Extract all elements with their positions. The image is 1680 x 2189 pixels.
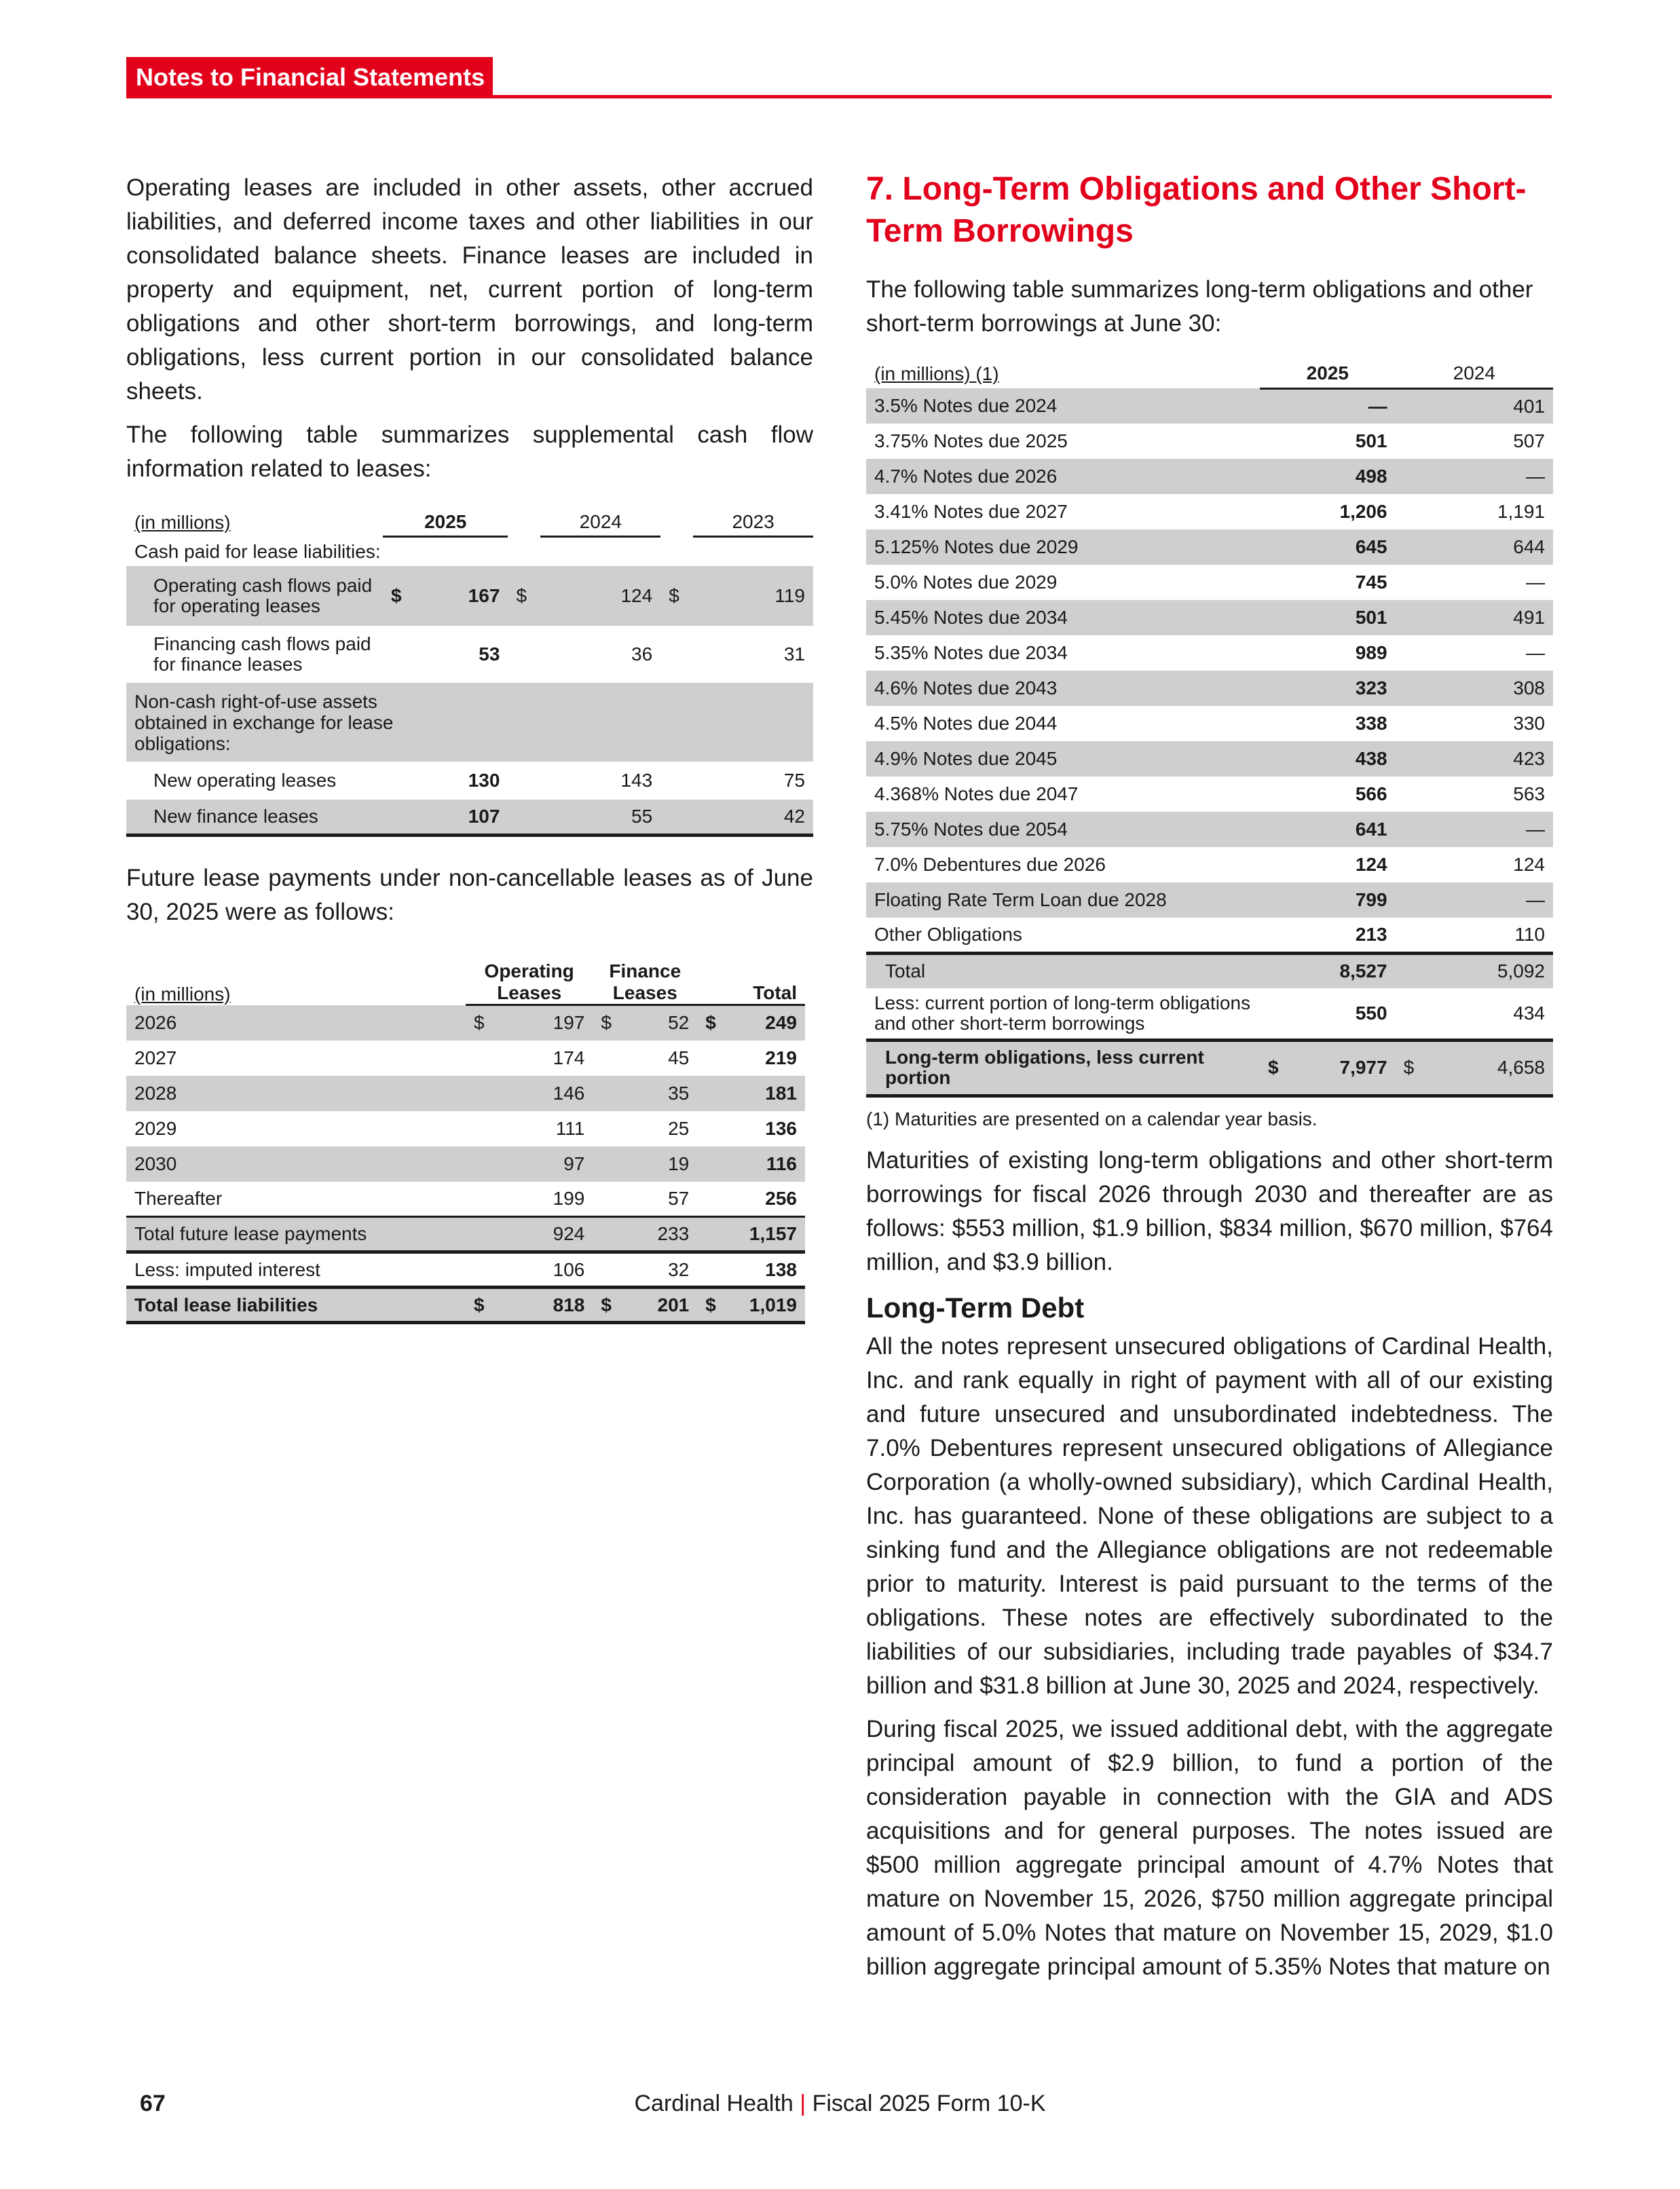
long-term-debt-paragraph: All the notes represent unsecured obligations of Cardinal Health, Inc. and rank equally in right of payment with all of our existing and future unsecured and unsubordinated indebtedness. The 7.0% Debentures represent unsecured obligations of Allegiance Corporation (a wholly-owned subsidiary), which Cardinal Health, Inc. has guaranteed. None of these obligations are subject to a sinking fund and the Allegiance obligations are not redeemable prior to maturity. Interest is paid pursuant to the terms of the obligations. These notes are effectively subordinated to the liabilities of our subsidiaries, including trade payables of $34.7 billion and $31.8 billion at June 30, 2025 and 2024, respectively. xyxy=(866,1332,1553,1699)
table-row: 3.75% Notes due 2025 501 507 xyxy=(874,430,1545,451)
future-lease-rows xyxy=(126,1005,805,1323)
table-row: Total lease liabilities $ 818 $ 201 $ 1,019 xyxy=(126,1288,805,1323)
table-row: 7.0% Debentures due 2026 124 124 xyxy=(874,854,1545,875)
table-row: 5.0% Notes due 2029 745 — xyxy=(874,572,1545,593)
table-row: Thereafter 199 57 256 xyxy=(134,1187,797,1209)
table-row: Floating Rate Term Loan due 2028 799 — xyxy=(866,882,1553,918)
debt-issuance-paragraph: During fiscal 2025, we issued additional debt, with the aggregate principal amount of $2.9 billion, to fund a portion of the consideration payable in connection with the GIA and ADS acquisitions and for general purposes. The notes issued are $500 million aggregate principal amount of 4.7% Notes that mature on November 15, 2026, $750 million aggregate principal amount of 5.0% Notes that mature on November 15, 2029, $1.0 billion aggregate principal amount of 5.35% Notes that mature on xyxy=(866,1715,1553,1980)
debt-table xyxy=(866,360,1553,1098)
table-row: 3.41% Notes due 2027 1,206 1,191 xyxy=(874,501,1545,522)
table-section-row: Non-cash right-of-use assets obtained in exchange for lease obligations: xyxy=(126,683,813,762)
total-row: Total 8,527 5,092 xyxy=(866,953,1553,988)
table-unit-label: (in millions) xyxy=(134,983,231,1005)
long-term-debt-heading: Long-Term Debt xyxy=(866,1291,1085,1324)
table-row: 5.35% Notes due 2034 989 — xyxy=(874,642,1545,663)
col-finance-leases: Finance Leases xyxy=(593,956,697,1005)
table-row: Less: current portion of long-term obligations and other short-term borrowings 550 434 xyxy=(874,992,1545,1034)
debt-rows xyxy=(866,388,1553,953)
page-number: 67 xyxy=(140,2091,166,2116)
maturities-paragraph: Maturities of existing long-term obligations and other short-term borrowings for fiscal 2026 through 2030 and thereafter are as follows: $553 million, $1.9 billion, $834 million, $670 million, $764 million, and $3.9 billion. xyxy=(866,1146,1553,1275)
table-row: Financing cash flows paid for finance leases 53 36 31 xyxy=(153,633,805,675)
col-total: Total xyxy=(697,956,805,1005)
future-lease-table xyxy=(126,956,805,1325)
table-row: 2030 97 19 116 xyxy=(126,1146,805,1182)
header-rule xyxy=(126,95,1552,98)
table-row: 4.6% Notes due 2043 323 308 xyxy=(866,671,1553,706)
lease-intro-paragraph: Operating leases are included in other assets, other accrued liabilities, and deferred income taxes and other liabilities in our consolidated balance sheets. Finance leases are included in property and equipment, net, current portion of long-term obligations and other short-term borrowings, and long-term obligations, less current portion in our consolidated balance sheets. xyxy=(126,174,813,405)
table-row: 2027 174 45 219 xyxy=(134,1047,797,1068)
section-title: 7. Long-Term Obligations and Other Short-Term Borrowings xyxy=(866,171,1527,249)
table-row: 5.125% Notes due 2029 645 644 xyxy=(866,529,1553,565)
table-row: 4.368% Notes due 2047 566 563 xyxy=(874,783,1545,804)
table-row: Less: imputed interest 106 32 138 xyxy=(134,1258,797,1280)
table-row: Operating cash flows paid for operating leases $ 167 $ 124 $ 119 xyxy=(126,566,813,626)
table-row: New finance leases 107 55 42 xyxy=(126,800,813,835)
table-unit-label: (in millions) (1) xyxy=(874,363,999,384)
table-row: Total future lease payments 924 233 1,157 xyxy=(126,1217,805,1252)
table-row: 2029 111 25 136 xyxy=(134,1117,797,1139)
future-lease-intro-paragraph: Future lease payments under non-cancellable leases as of June 30, 2025 were as follows: xyxy=(126,864,813,925)
table-row: 4.7% Notes due 2026 498 — xyxy=(866,459,1553,494)
table-row: 4.9% Notes due 2045 438 423 xyxy=(866,741,1553,777)
col-2025: 2025 xyxy=(1260,360,1396,388)
table-row: 5.75% Notes due 2054 641 — xyxy=(866,812,1553,847)
col-2024: 2024 xyxy=(540,509,660,536)
table-row: 3.5% Notes due 2024 — 401 xyxy=(866,388,1553,424)
page-footer: Cardinal Health | Fiscal 2025 Form 10-K xyxy=(634,2091,1046,2116)
long-term-row: Long-term obligations, less current portion $ 7,977 $ 4,658 xyxy=(866,1040,1553,1096)
left-column xyxy=(126,171,813,1324)
right-column xyxy=(866,168,1553,1994)
col-2025: 2025 xyxy=(383,509,508,536)
table-row: 4.5% Notes due 2044 338 330 xyxy=(874,713,1545,734)
col-2023: 2023 xyxy=(693,509,813,536)
table-row: Other Obligations 213 110 xyxy=(874,923,1545,945)
table-row: 5.45% Notes due 2034 501 491 xyxy=(866,600,1553,635)
col-2024: 2024 xyxy=(1396,360,1553,388)
table-section-label: Cash paid for lease liabilities: xyxy=(134,540,381,562)
table-row: New operating leases 130 143 75 xyxy=(153,770,805,791)
table-unit-label: (in millions) xyxy=(134,512,231,533)
table-row: 2028 146 35 181 xyxy=(126,1076,805,1111)
footnote: (1) Maturities are presented on a calendar year basis. xyxy=(866,1108,1318,1129)
debt-intro-paragraph: The following table summarizes long-term obligations and other short-term borrowings at June 30: xyxy=(866,276,1533,337)
table-row: 2026 $ 197 $ 52 $ 249 xyxy=(126,1005,805,1041)
cash-flow-table xyxy=(126,509,813,837)
cash-flow-intro-paragraph: The following table summarizes supplemental cash flow information related to leases: xyxy=(126,422,813,482)
col-operating-leases: Operating Leases xyxy=(466,956,593,1005)
section-header-tab: Notes to Financial Statements xyxy=(126,57,493,98)
